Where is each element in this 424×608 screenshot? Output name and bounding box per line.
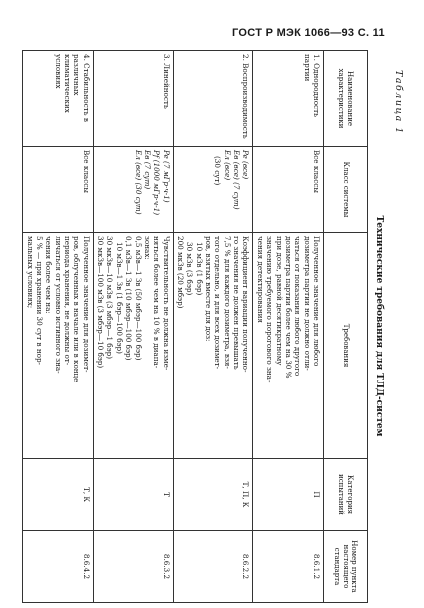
row-name: 3. Линейность xyxy=(93,51,173,147)
row-name: 2. Воспроизводимость xyxy=(173,51,253,147)
requirement-dose: 10 мЗв (1 бэр) xyxy=(194,242,204,296)
row-class xyxy=(173,147,253,233)
requirement-range: 10 мЗв—1 Зв (1 бэр—100 бэр) xyxy=(114,242,124,354)
requirement-dose: 30 мЗв (3 бэр) xyxy=(185,242,195,296)
row-requirement: Полученное значение для любого дозиметра партии не должно отли- чаться от показания любого другого дозиметра партии более чем на 30 % при дозе, равной десятикратному значению требуемого порогового зна- чения детектирования xyxy=(253,233,324,459)
column-header-section: Номер пункта настоящего стандарта xyxy=(324,531,368,603)
class-line: Eв (все) (7 сут) xyxy=(232,150,242,210)
column-header-requirements: Требования xyxy=(324,233,368,459)
class-line: Eл (все) (30 сут) xyxy=(133,150,143,215)
column-header-class: Класс системы xyxy=(324,147,368,233)
row-name: 1. Однородность партии xyxy=(253,51,324,147)
row-section: 8.6.1.2 xyxy=(253,531,324,603)
row-category: Т xyxy=(93,459,173,531)
table-title: Технические требования для ТЛД-систем xyxy=(374,215,384,437)
row-category: П xyxy=(253,459,324,531)
row-category: Т, К xyxy=(23,459,94,531)
row-class xyxy=(93,147,173,233)
column-header-category: Категория испытаний xyxy=(324,459,368,531)
class-line: Pf (1000 мГр·ч-1) xyxy=(152,150,162,216)
column-header-name: Наименование характеристики xyxy=(324,51,368,147)
table-row xyxy=(253,51,324,603)
table-header-row xyxy=(324,51,368,603)
requirement-range: 30 мкЗв—10 мЗв (3 мбэр—1 бэр) xyxy=(105,236,115,360)
class-line: (30 сут) xyxy=(213,156,223,186)
row-category: Т, П, К xyxy=(173,459,253,531)
row-requirement xyxy=(173,233,253,459)
row-requirement xyxy=(93,233,173,459)
page-header: ГОСТ Р МЭК 1066—93 С. 11 xyxy=(232,27,385,39)
table-label: Таблица 1 xyxy=(393,70,404,135)
class-line: Eл (все) xyxy=(222,150,232,181)
class-line: Pe (все) xyxy=(241,150,251,180)
row-requirement: Полученное значение для дозимет- ров, облученных в начале или в конце периода хранения, не должны от- личаться от условно истинного зна- чения более чем на: 5 % — при хранении 30 сут в нор- мальных условиях; xyxy=(23,233,94,459)
rotated-table-region xyxy=(26,50,388,602)
requirement-text: Чувствительность не должна изме- няться более чем на 10 % в диапа- зонах: xyxy=(142,236,171,371)
row-class: Все классы xyxy=(23,147,94,233)
class-line: Pe (7 мГр·ч-1) xyxy=(161,150,171,203)
row-section: 8.6.4.2 xyxy=(23,531,94,603)
requirement-dose: 200 мкЗв (20 мбэр) xyxy=(175,236,185,309)
requirement-range: 30 мкЗв—100 мЗв (3 мбэр—10 бэр) xyxy=(96,236,106,369)
requirements-table xyxy=(22,50,368,603)
requirement-range: 0,5 мЗв—1 Зв (50 мбэр—100 бэр) xyxy=(133,236,143,361)
requirement-range: 0,1 мЗв—1 Зв (10 мбэр—100 бэр) xyxy=(124,236,134,361)
table-row xyxy=(93,51,173,603)
requirement-text: Коэффициент вариации полученно- го значения не должен превышать 7,5 % для каждого дозиметра, взя- того отдельно, и для всех дозимет- ров, взятых вместе для доз: xyxy=(204,236,251,373)
row-name: 4. Стабильность в различных климатических условиях xyxy=(23,51,94,147)
row-section: 8.6.3.2 xyxy=(93,531,173,603)
class-line: Eв (7 сут) xyxy=(142,150,152,190)
row-class: Все классы xyxy=(253,147,324,233)
row-section: 8.6.2.2 xyxy=(173,531,253,603)
table-row xyxy=(173,51,253,603)
table-row xyxy=(23,51,94,603)
